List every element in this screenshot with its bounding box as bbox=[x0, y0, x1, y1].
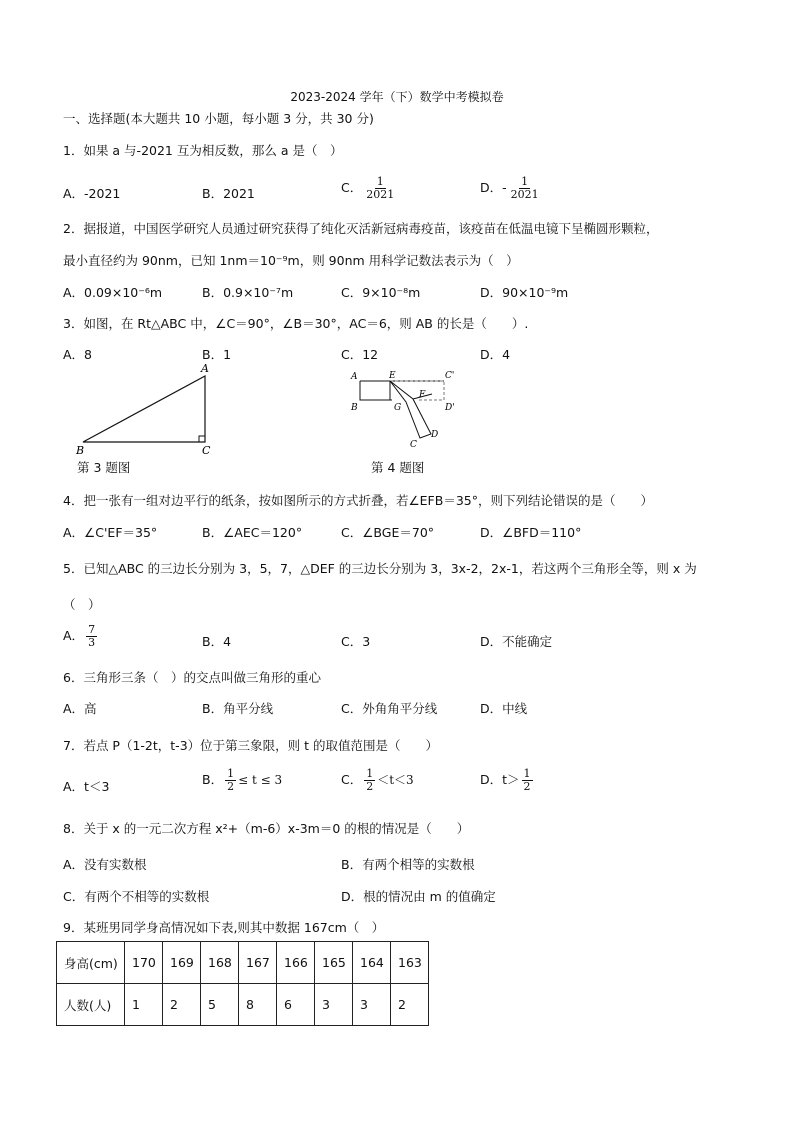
q8-option-a[interactable]: A．没有实数根 bbox=[63, 857, 147, 872]
q6-option-a[interactable]: A．高 bbox=[63, 701, 97, 716]
table-cell: 163 bbox=[391, 942, 429, 984]
table-cell: 168 bbox=[201, 942, 239, 984]
question-1-stem: 1．如果 a 与-2021 互为相反数，那么 a 是（ ） bbox=[63, 143, 343, 158]
table-cell: 2 bbox=[163, 984, 201, 1026]
fig4-label-e: E bbox=[389, 371, 396, 381]
q7-option-c[interactable] bbox=[341, 768, 414, 793]
q3-option-b[interactable]: B．1 bbox=[202, 347, 232, 362]
q4-option-c[interactable]: C．∠BGE＝70° bbox=[341, 525, 435, 540]
question-5-stem-line2: （ ） bbox=[63, 597, 101, 612]
fig4-label-a: A bbox=[351, 372, 358, 382]
table-header-height: 身高(cm) bbox=[57, 942, 125, 984]
q7-option-d-fraction: $\frac{1}{2}$ bbox=[523, 767, 531, 793]
figure-3-triangle bbox=[70, 360, 220, 460]
question-2-stem-line1: 2．据报道，中国医学研究人员通过研究获得了纯化灭活新冠病毒疫苗，该疫苗在低温电镜下呈椭圆形颗粒， bbox=[63, 221, 659, 236]
table-cell: 1 bbox=[125, 984, 163, 1026]
q1-option-d-label: D．- bbox=[480, 180, 507, 195]
q8-option-d[interactable]: D．根的情况由 m 的值确定 bbox=[341, 889, 496, 904]
q2-option-d[interactable]: D．90×10⁻⁹m bbox=[480, 285, 569, 300]
q2-option-b[interactable]: B．0.9×10⁻⁷m bbox=[202, 285, 294, 300]
question-6-stem: 6．三角形三条（ ）的交点叫做三角形的重心 bbox=[63, 670, 321, 685]
q8-option-b[interactable]: B．有两个相等的实数根 bbox=[341, 857, 475, 872]
q1-option-d[interactable] bbox=[480, 176, 543, 201]
q5-option-d[interactable]: D．不能确定 bbox=[480, 634, 553, 649]
table-header-count: 人数(人) bbox=[57, 984, 125, 1026]
q7-option-d[interactable] bbox=[480, 768, 535, 793]
table-row-counts bbox=[57, 984, 429, 1026]
section-heading: 一、选择题(本大题共 10 小题，每小题 3 分，共 30 分) bbox=[63, 111, 374, 126]
table-cell: 170 bbox=[125, 942, 163, 984]
table-cell: 3 bbox=[353, 984, 391, 1026]
height-table bbox=[56, 941, 429, 1026]
fig4-label-b: B bbox=[351, 403, 358, 413]
fig4-label-c: C bbox=[410, 440, 417, 450]
table-cell: 6 bbox=[277, 984, 315, 1026]
table-cell: 166 bbox=[277, 942, 315, 984]
fig4-label-f: F bbox=[419, 390, 426, 400]
q2-option-a[interactable]: A．0.09×10⁻⁶m bbox=[63, 285, 163, 300]
q7-option-c-label: C． bbox=[341, 772, 363, 787]
strip-left-part bbox=[360, 381, 392, 400]
figure-3-caption: 第 3 题图 bbox=[77, 460, 131, 475]
q7-option-c-tail: ＜t＜3 bbox=[377, 773, 414, 787]
table-cell: 3 bbox=[315, 984, 353, 1026]
table-cell: 169 bbox=[163, 942, 201, 984]
question-8-stem: 8．关于 x 的一元二次方程 x²+（m-6）x-3m＝0 的根的情况是（ ） bbox=[63, 821, 470, 836]
q6-option-b[interactable]: B．角平分线 bbox=[202, 701, 274, 716]
q1-option-a[interactable]: A．-2021 bbox=[63, 186, 121, 201]
question-2-stem-line2: 最小直径约为 90nm，已知 1nm＝10⁻⁹m，则 90nm 用科学记数法表示为（ ） bbox=[63, 253, 519, 268]
q5-option-b[interactable]: B．4 bbox=[202, 634, 232, 649]
q1-option-c-label: C． bbox=[341, 180, 363, 195]
q2-option-c[interactable]: C．9×10⁻⁸m bbox=[341, 285, 421, 300]
q3-option-c[interactable]: C．12 bbox=[341, 347, 379, 362]
q4-option-b[interactable]: B．∠AEC＝120° bbox=[202, 525, 303, 540]
question-7-stem: 7．若点 P（1-2t，t-3）位于第三象限，则 t 的取值范围是（ ） bbox=[63, 738, 438, 753]
triangle-abc bbox=[83, 376, 205, 442]
q5-option-c[interactable]: C．3 bbox=[341, 634, 371, 649]
q6-option-d[interactable]: D．中线 bbox=[480, 701, 528, 716]
fig4-label-d: D bbox=[431, 430, 439, 440]
q8-option-c[interactable]: C．有两个不相等的实数根 bbox=[63, 889, 210, 904]
q1-option-c-fraction: $\frac{1}{2021}$ bbox=[366, 175, 395, 201]
table-cell: 8 bbox=[239, 984, 277, 1026]
q7-option-b-label: B． bbox=[202, 772, 224, 787]
question-5-stem-line1: 5．已知△ABC 的三边长分别为 3，5，7，△DEF 的三边长分别为 3，3x-2，2x-1，若这两个三角形全等，则 x 为 bbox=[63, 561, 697, 576]
q5-option-a[interactable] bbox=[63, 624, 99, 649]
table-cell: 164 bbox=[353, 942, 391, 984]
q7-option-b-tail: ≤ t ≤ 3 bbox=[238, 773, 283, 787]
q1-option-b[interactable]: B．2021 bbox=[202, 186, 255, 201]
q4-option-a[interactable]: A．∠C'EF＝35° bbox=[63, 525, 158, 540]
figure-4-folded-strip bbox=[348, 366, 460, 452]
q1-option-c[interactable] bbox=[341, 176, 398, 201]
fig4-label-d-prime: D' bbox=[445, 403, 455, 413]
original-strip-dashed bbox=[390, 381, 444, 400]
q4-option-d[interactable]: D．∠BFD＝110° bbox=[480, 525, 582, 540]
fig4-label-g: G bbox=[394, 403, 402, 413]
q7-option-a[interactable]: A．t＜3 bbox=[63, 779, 110, 794]
fig4-label-c-prime: C' bbox=[445, 371, 455, 381]
question-3-stem: 3．如图，在 Rt△ABC 中，∠C＝90°，∠B＝30°，AC＝6，则 AB 的长是（ ）. bbox=[63, 316, 529, 331]
table-cell: 167 bbox=[239, 942, 277, 984]
table-cell: 165 bbox=[315, 942, 353, 984]
question-9-stem: 9．某班男同学身高情况如下表,则其中数据 167cm（ ） bbox=[63, 920, 385, 935]
q3-option-a[interactable]: A．8 bbox=[63, 347, 93, 362]
question-4-stem: 4．把一张有一组对边平行的纸条，按如图所示的方式折叠，若∠EFB＝35°，则下列结论错误的是（ ） bbox=[63, 493, 653, 508]
q7-option-b[interactable] bbox=[202, 768, 282, 793]
table-row-heights bbox=[57, 942, 429, 984]
q5-option-a-fraction: $\frac{7}{3}$ bbox=[88, 623, 96, 649]
q5-option-a-label: A． bbox=[63, 628, 85, 643]
fig3-label-a: A bbox=[201, 362, 209, 375]
page-title: 2023-2024 学年（下）数学中考模拟卷 bbox=[290, 90, 504, 104]
figure-4-caption: 第 4 题图 bbox=[371, 460, 425, 475]
table-cell: 5 bbox=[201, 984, 239, 1026]
q7-option-c-fraction: $\frac{1}{2}$ bbox=[366, 767, 374, 793]
fig3-label-c: C bbox=[202, 444, 211, 457]
table-cell: 2 bbox=[391, 984, 429, 1026]
q7-option-d-label: D．t＞ bbox=[480, 772, 520, 787]
q3-option-d[interactable]: D．4 bbox=[480, 347, 511, 362]
right-angle-mark bbox=[199, 436, 205, 442]
q6-option-c[interactable]: C．外角角平分线 bbox=[341, 701, 438, 716]
fig3-label-b: B bbox=[76, 444, 85, 457]
q7-option-b-fraction: $\frac{1}{2}$ bbox=[227, 767, 235, 793]
q1-option-d-fraction: $\frac{1}{2021}$ bbox=[510, 175, 539, 201]
